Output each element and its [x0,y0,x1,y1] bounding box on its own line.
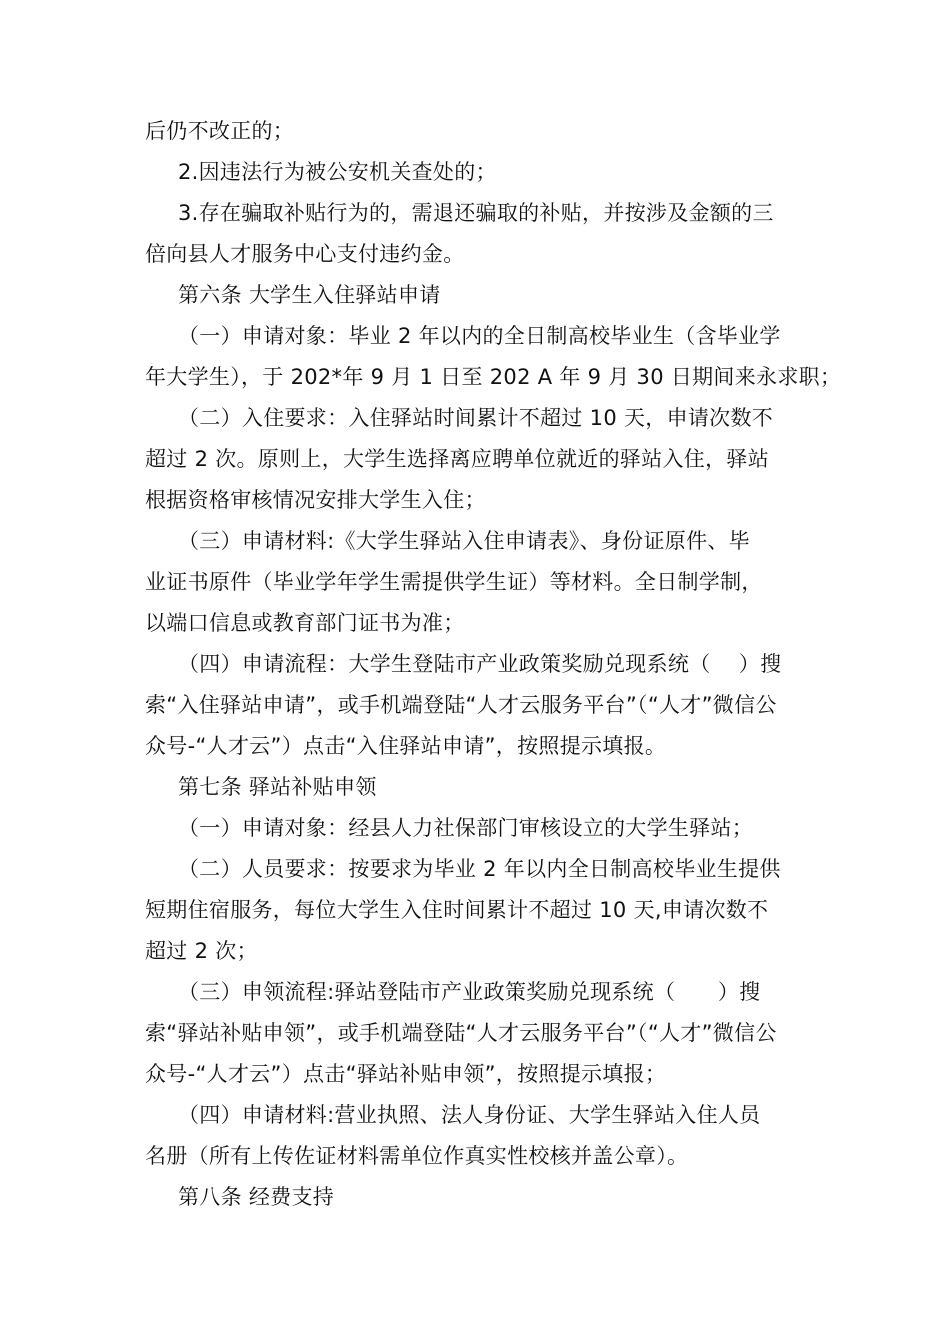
text-line: 众号-“人才云”）点击“驿站补贴申领”，按照提示填报； [145,1062,667,1086]
text-line: （一）申请对象：经县人力社保部门审核设立的大学生驿站； [178,816,754,840]
text-line: 根据资格审核情况安排大学生入住； [145,488,486,512]
section-heading: 第六条 大学生入住驿站申请 [178,283,441,307]
text-line: （二）入住要求：入住驿站时间累计不超过 10 天，申请次数不 [178,406,774,430]
text-line: （三）申领流程:驿站登陆市产业政策奖励兑现系统（ ）搜 [178,980,761,1004]
text-line: （一）申请对象：毕业 2 年以内的全日制高校毕业生（含毕业学 [178,324,781,348]
text-line: 业证书原件（毕业学年学生需提供学生证）等材料。全日制学制， [145,570,763,594]
text-line: 3.存在骗取补贴行为的，需退还骗取的补贴，并按涉及金额的三 [178,201,774,225]
section-heading: 第七条 驿站补贴申领 [178,775,377,799]
text-line: （三）申请材料:《大学生驿站入住申请表》、身份证原件、毕 [178,529,750,553]
text-line: 名册（所有上传佐证材料需单位作真实性校核并盖公章）。 [145,1144,689,1168]
text-line: 索“驿站补贴申领”，或手机端登陆“人才云服务平台”（“人才”微信公 [145,1021,777,1045]
section-heading: 第八条 经费支持 [178,1185,335,1209]
text-line: 超过 2 次； [145,939,258,963]
text-line: 以端口信息或教育部门证书为准； [145,611,465,635]
text-line: （四）申请流程：大学生登陆市产业政策奖励兑现系统（ ）搜 [178,652,782,676]
text-line: 众号-“人才云”）点击“入住驿站申请”，按照提示填报。 [145,734,667,758]
text-line: 短期住宿服务，每位大学生入住时间累计不超过 10 天,申请次数不 [145,898,769,922]
text-line: 年大学生），于 202*年 9 月 1 日至 202 A 年 9 月 30 日期间来永求职； [145,365,842,389]
text-line: 后仍不改正的； [145,119,295,143]
text-line: 倍向县人才服务中心支付违约金。 [145,242,465,266]
text-line: 超过 2 次。原则上，大学生选择离应聘单位就近的驿站入住，驿站 [145,447,770,471]
text-line: 2.因违法行为被公安机关查处的； [178,160,497,184]
text-line: 索“入住驿站申请”，或手机端登陆“人才云服务平台”（“人才”微信公 [145,693,777,717]
text-line: （二）人员要求：按要求为毕业 2 年以内全日制高校毕业生提供 [178,857,781,881]
text-line: （四）申请材料:营业执照、法人身份证、大学生驿站入住人员 [178,1103,761,1127]
